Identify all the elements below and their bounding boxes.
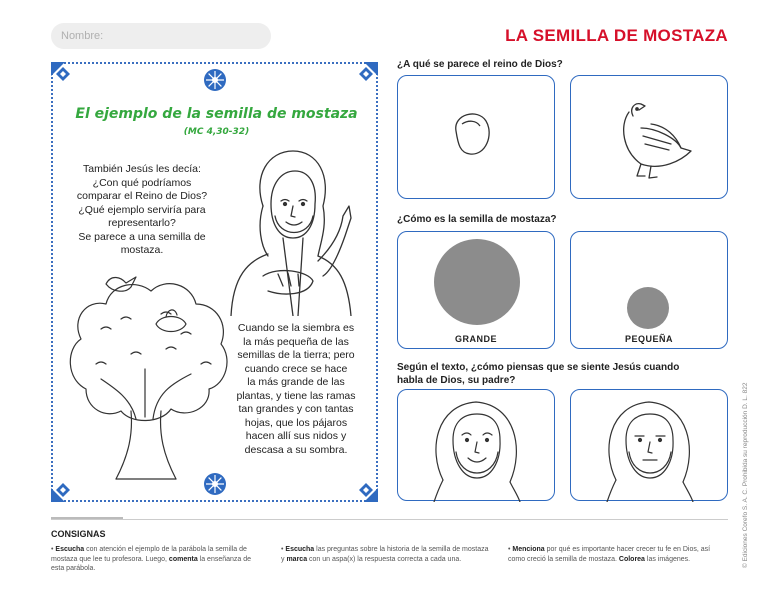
jesus-face-icon — [571, 390, 729, 502]
story-reference: (MC 4,30-32) — [183, 127, 250, 137]
instruction-text: con atención el ejemplo de la parábola la semilla de mostaza que lee tu profesora. Luego, — [51, 546, 247, 563]
dove-icon — [571, 76, 729, 200]
instruction-text: las imágenes. — [644, 555, 691, 563]
instruction-text: la enseñanza de esta parábola. — [51, 555, 252, 572]
question-2: ¿Cómo es la semilla de mostaza? — [397, 214, 557, 225]
answer-card-neutral[interactable] — [570, 389, 728, 501]
instruction-verb: comenta — [168, 555, 198, 563]
answer-card-small[interactable] — [570, 231, 728, 349]
instruction-1: • Escucha con atención el ejemplo de la parábola la semilla de mostaza que lee tu profesora. Luego, comenta la enseñanza de esta parábola. — [51, 546, 252, 572]
story-paragraph: También Jesús les decía: ¿Con qué podríamos comparar el Reino de Dios? ¿Qué ejemplo serviría para representarlo? Se parece a una semilla de mostaza. — [76, 163, 208, 256]
question-3: Según el texto, ¿cómo piensas que se siente Jesús cuando habla de Dios, su padre? — [397, 362, 680, 386]
corner-ornament-icon — [352, 62, 378, 88]
small-label: PEQUEÑA — [624, 334, 673, 344]
jesus-face-icon — [398, 390, 556, 502]
big-circle — [398, 232, 556, 350]
instruction-text: con un aspa(x) la respuesta correcta a cada una. — [307, 555, 462, 563]
answer-card-big[interactable] — [397, 231, 555, 349]
instruction-verb: marca — [286, 555, 308, 563]
story-title: El ejemplo de la semilla de mostaza — [75, 106, 358, 122]
instruction-text: las preguntas sobre la historia de la semilla de mostaza y — [281, 546, 489, 563]
answer-card-seed[interactable] — [397, 75, 555, 199]
instruction-verb: Menciona — [512, 546, 545, 553]
page-title: LA SEMILLA DE MOSTAZA — [505, 26, 728, 45]
instruction-text: por qué es importante hacer crecer tu fe en Dios, así como creció la semilla de mostaza. — [508, 546, 711, 563]
instruction-verb: Colorea — [618, 555, 645, 563]
instruction-3: • Menciona por qué es importante hacer crecer tu fe en Dios, así como creció la semilla de mostaza. Colorea las imágenes. — [508, 546, 711, 563]
tree-illustration — [61, 269, 236, 484]
answer-card-happy[interactable] — [397, 389, 555, 501]
medallion-icon — [203, 68, 227, 92]
story-paragraph: Cuando se la siembra es la más pequeña de las semillas de la tierra; pero cuando crece se hace la más grande de las plantas, y tiene las ramas tan grandes y con tantas hojas, que los pájaros hacen allí sus nidos y descasa a su sombra. — [236, 322, 356, 456]
instruction-2: • Escucha las preguntas sobre la historia de la semilla de mostaza y marca con un aspa(x) la respuesta correcta a cada una. — [281, 546, 489, 563]
story-frame — [51, 62, 378, 502]
instruction-verb: Escucha — [55, 546, 85, 553]
small-circle — [571, 232, 729, 350]
big-label: GRANDE — [454, 334, 497, 344]
instruction-verb: Escucha — [285, 546, 315, 553]
corner-ornament-icon — [352, 476, 378, 502]
question-1: ¿A qué se parece el reino de Dios? — [397, 59, 563, 70]
name-input[interactable] — [51, 23, 271, 49]
copyright-note: © Ediciones Corefo S. A. C. Prohibida su reproducción D. L. 822 — [742, 382, 749, 568]
answer-card-dove[interactable] — [570, 75, 728, 199]
jesus-illustration — [223, 146, 373, 316]
seed-icon — [398, 76, 556, 200]
footer-divider — [51, 519, 728, 520]
instructions-heading: CONSIGNAS — [51, 529, 106, 539]
corner-ornament-icon — [51, 62, 77, 88]
